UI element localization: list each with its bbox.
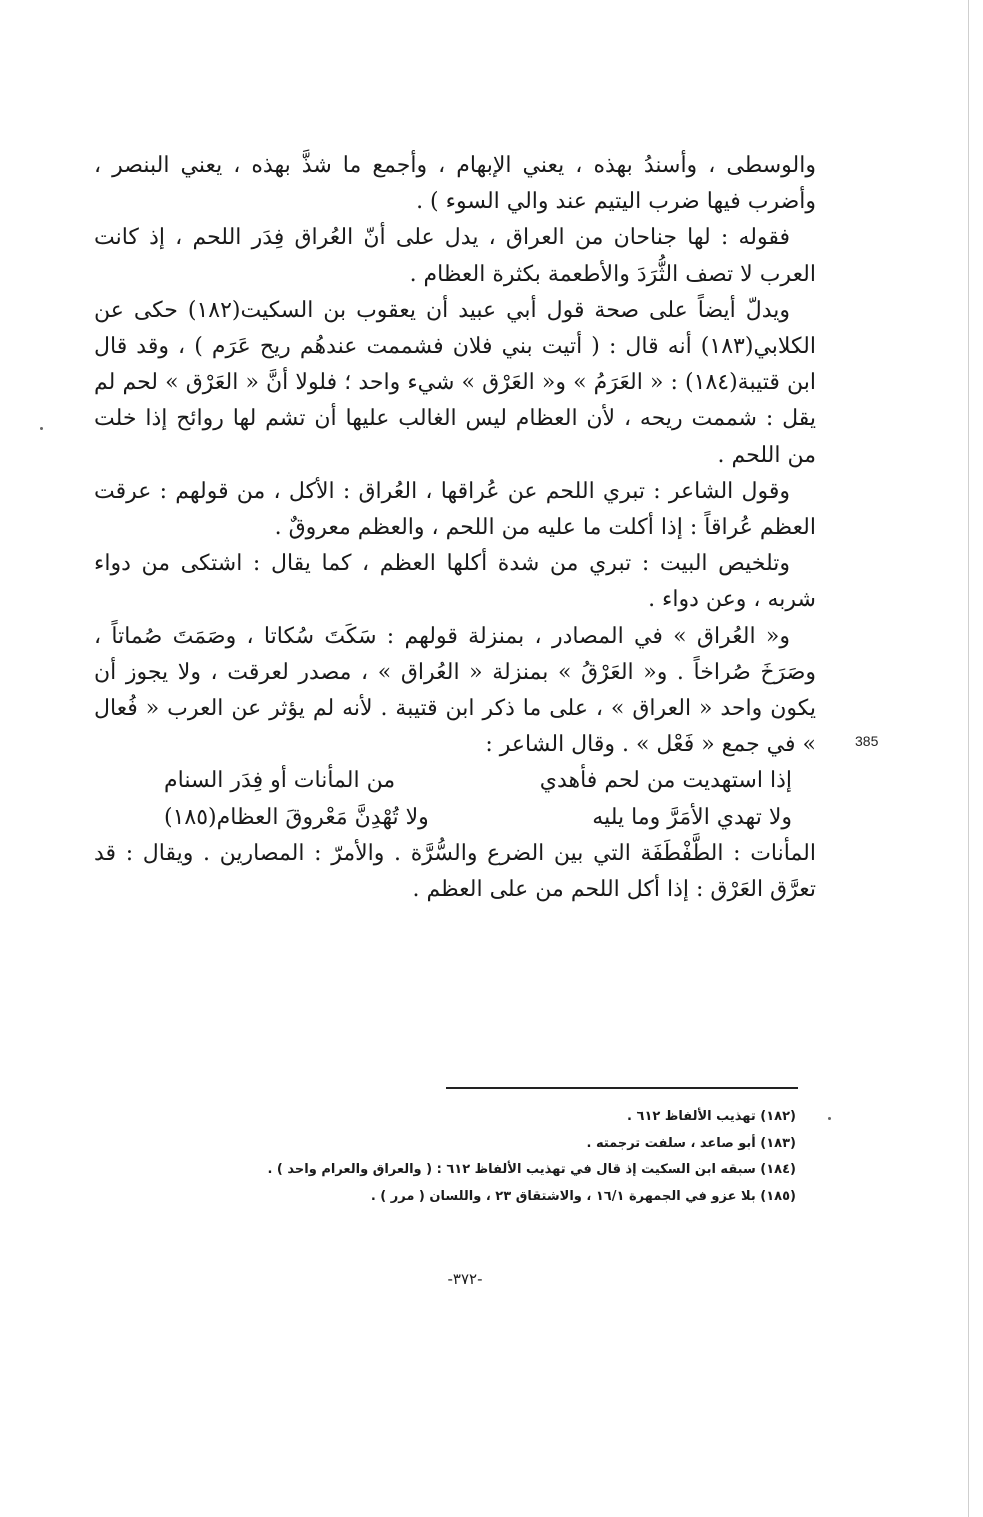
- paragraph: فقوله : لها جناحان من العراق ، يدل على أنّ العُراق فِدَر اللحم ، إذ كانت العرب لا تصف الثُّرَدَ والأطعمة بكثرة العظام .: [94, 225, 816, 287]
- verse-first-hemistich: ولا تهدي الأمَرَّ وما يليه: [592, 804, 792, 830]
- scan-speck: [40, 427, 43, 430]
- footnote-divider: [446, 1087, 798, 1089]
- paragraph: و« العُراق » في المصادر ، بمنزلة قولهم : سَكَتَ سُكاتا ، وصَمَتَ صُماتاً ، وصَرَخَ صُراخاً . و« العَرْقُ » بمنزلة « العُراق » ، مصدر لعرقت ، ولا يجوز أن يكون واحد « العراق » ، على ما ذكر ابن قتيبة . لأنه لم يؤثر عن العرب « فُعال » في جمع « فَعْل » . وقال الشاعر :: [94, 623, 816, 758]
- footnote: (١٨٢) تهذيب الألفاظ ٦١٢ .: [627, 1109, 796, 1124]
- verse-second-hemistich: من المأنات أو فِدَر السنام: [164, 768, 396, 794]
- paragraph: والوسطى ، وأسندُ بهذه ، يعني الإبهام ، وأجمع ما شذَّ بهذه ، يعني البنصر ، وأضرب فيها ضرب اليتيم عند والي السوء ) .: [94, 153, 816, 215]
- margin-page-number: 385: [855, 733, 879, 749]
- scan-speck: [828, 1117, 831, 1120]
- paragraph: وقول الشاعر : تبري اللحم عن عُراقها ، العُراق : الأكل ، من قولهم : عرقت العظم عُراقاً : إذا أكلت ما عليه من اللحم ، والعظم معروقٌ .: [94, 478, 816, 541]
- page-number: -٣٧٢-: [447, 1270, 483, 1288]
- main-text: [94, 148, 816, 908]
- paragraph: ويدلّ أيضاً على صحة قول أبي عبيد أن يعقوب بن السكيت(١٨٢) حكى عن الكلابي(١٨٣) أنه قال : ( أتيت بني فلان فشممت عندهُم ريح عَرَم ) ، وقد قال ابن قتيبة(١٨٤) : « العَرَمُ » و« العَرْق » شيء واحد ؛ فلولا أنَّ « العَرْق » لحم لم يقل : شممت ريحه ، لأن العظام ليس الغالب عليها أن تشم لها روائح إذا خلت من اللحم .: [94, 297, 816, 468]
- footnote: (١٨٤) سبقه ابن السكيت إذ قال في تهذيب الألفاظ ٦١٢ : ( والعراق والعرام واحد ) .: [267, 1162, 796, 1178]
- verse-second-hemistich: ولا تُهْدِنَّ مَعْروقَ العظام(١٨٥): [164, 804, 429, 830]
- paragraph: المأنات : الطَّفْطَفَة التي بين الضرع والسُّرَّة . والأمرّ : المصارين . ويقال : قد تعرَّق العَرْق : إذا أكل اللحم من على العظم .: [94, 840, 816, 903]
- footnotes: [200, 1104, 796, 1210]
- footnote: (١٨٥) بلا عزو في الجمهرة ١٦/١ ، والاشتقاق ٢٣ ، واللسان ( مرر ) .: [370, 1188, 796, 1204]
- scan-edge-line: [968, 0, 969, 1517]
- verse-first-hemistich: إذا استهديت من لحم فأهدي: [539, 768, 792, 794]
- paragraph: وتلخيص البيت : تبري من شدة أكلها العظم ، كما يقال : اشتكى من دواء شربه ، وعن دواء .: [94, 551, 816, 613]
- footnote: (١٨٣) أبو صاعد ، سلفت ترجمته .: [586, 1135, 796, 1151]
- poem-verse: [94, 763, 816, 799]
- poem-verse: [94, 800, 816, 836]
